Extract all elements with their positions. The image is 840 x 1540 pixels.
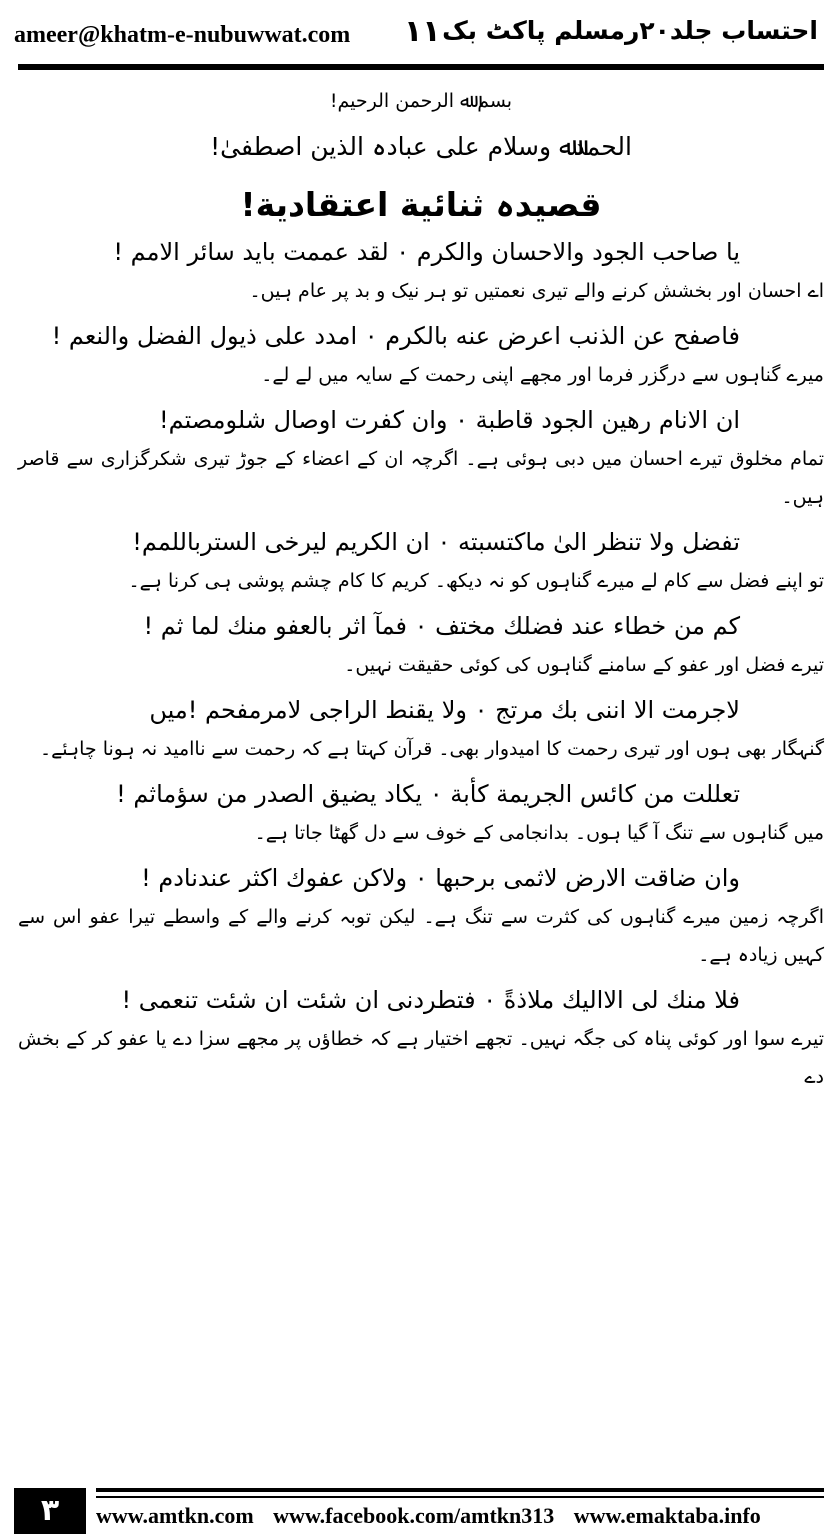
urdu-translation: تیرے سوا اور کوئی پناہ کی جگہ نہیں۔ تجھے اختیار ہے کہ خطاؤں پر مجھے سزا دے یا عفو کر کے بخش دے [18,1028,824,1088]
page-content [18,82,824,1100]
footer-rule-thin [96,1496,824,1498]
header-page-number: ۱۱ [404,14,441,49]
stanza [18,400,824,516]
urdu-translation: میں گناہوں سے تنگ آ گیا ہوں۔ بدانجامی کے خوف سے دل گھٹا جاتا ہے۔ [254,822,824,844]
header-book-title: احتساب جلد۲۰رمسلم پاکٹ بک [442,16,818,45]
urdu-translation: اے احسان اور بخشش کرنے والے تیری نعمتیں تو ہر نیک و بد پر عام ہیں۔ [249,280,824,302]
urdu-translation: گنہگار بھی ہوں اور تیری رحمت کا امیدوار بھی۔ قرآن کہتا ہے کہ رحمت سے ناامید نہ ہونا چاہئے۔ [40,738,824,760]
stanza [18,690,824,768]
stanza [18,774,824,852]
footer-links [96,1503,824,1529]
poem-title: قصیدہ ثنائیة اعتقادیة! [240,185,602,224]
stanza [18,858,824,974]
urdu-translation: میرے گناہوں سے درگزر فرما اور مجھے اپنی رحمت کے سایہ میں لے لے۔ [261,364,824,386]
stanza [18,316,824,394]
arabic-verse: لاجرمت الا اننی بك مرتج ۰ ولا یقنط الراجی لامرمفحم !میں [149,696,740,724]
urdu-translation: اگرچہ زمین میرے گناہوں کی کثرت سے تنگ ہے۔ لیکن توبہ کرنے والے کے واسطے تیرا عفو اس سے کہیں زیادہ ہے۔ [18,906,824,966]
arabic-verse: کم من خطاء عند فضلك مختف ۰ فمآ اثر بالعفو منك لما ثم ! [143,612,740,640]
arabic-verse: وان ضاقت الارض لاثمی برحبها ۰ ولاکن عفوك اکثر عندنادم ! [141,864,740,892]
stanza [18,522,824,600]
arabic-verse: تعللت من کائس الجریمة کأبة ۰ یکاد یضیق الصدر من سؤماثم ! [116,780,740,808]
header-email: ameer@khatm-e-nubuwwat.com [14,22,351,48]
arabic-verse: یا صاحب الجود والاحسان والکرم ۰ لقد عممت باید سائر الامم ! [113,238,740,266]
header-rule [18,64,824,70]
stanza [18,232,824,310]
arabic-verse: فاصفح عن الذنب اعرض عنه بالکرم ۰ امدد علی ذیول الفضل والنعم ! [51,322,740,350]
arabic-verse: تفضل ولا تنظر الیٰ ماکتسبته ۰ ان الکریم لیرخی السترباللمم! [132,528,740,556]
stanza [18,606,824,684]
footer-rule [96,1488,824,1492]
page-header [0,0,840,75]
footer-url[interactable]: www.amtkn.com [96,1503,254,1528]
arabic-verse: فلا منك لی الاالیك ملاذةً ۰ فتطردنی ان شئت ان شئت تنعمی ! [121,986,740,1014]
footer-url[interactable]: www.emaktaba.info [573,1503,761,1528]
footer-page-number: ۳ [14,1488,86,1534]
arabic-verse: ان الانام رهین الجود قاطبة ۰ وان کفرت اوصال شلومصتم! [158,406,740,434]
bismillah: بسم ﷲ الرحمن الرحیم! [329,90,513,112]
footer-url[interactable]: www.facebook.com/amtkn313 [273,1503,555,1528]
stanza [18,980,824,1096]
urdu-translation: تیرے فضل اور عفو کے سامنے گناہوں کی کوئی حقیقت نہیں۔ [344,654,824,676]
urdu-translation: تمام مخلوق تیرے احسان میں دبی ہوئی ہے۔ اگرچہ ان کے اعضاء کے جوڑ تیری شکرگزاری سے قاصر ہیں۔ [18,448,824,508]
hamd-line: الحمدﷲ وسلام علی عبادہ الذین اصطفیٰ! [210,132,632,161]
urdu-translation: تو اپنے فضل سے کام لے میرے گناہوں کو نہ دیکھ۔ کریم کا کام چشم پوشی ہی کرنا ہے۔ [128,570,824,592]
